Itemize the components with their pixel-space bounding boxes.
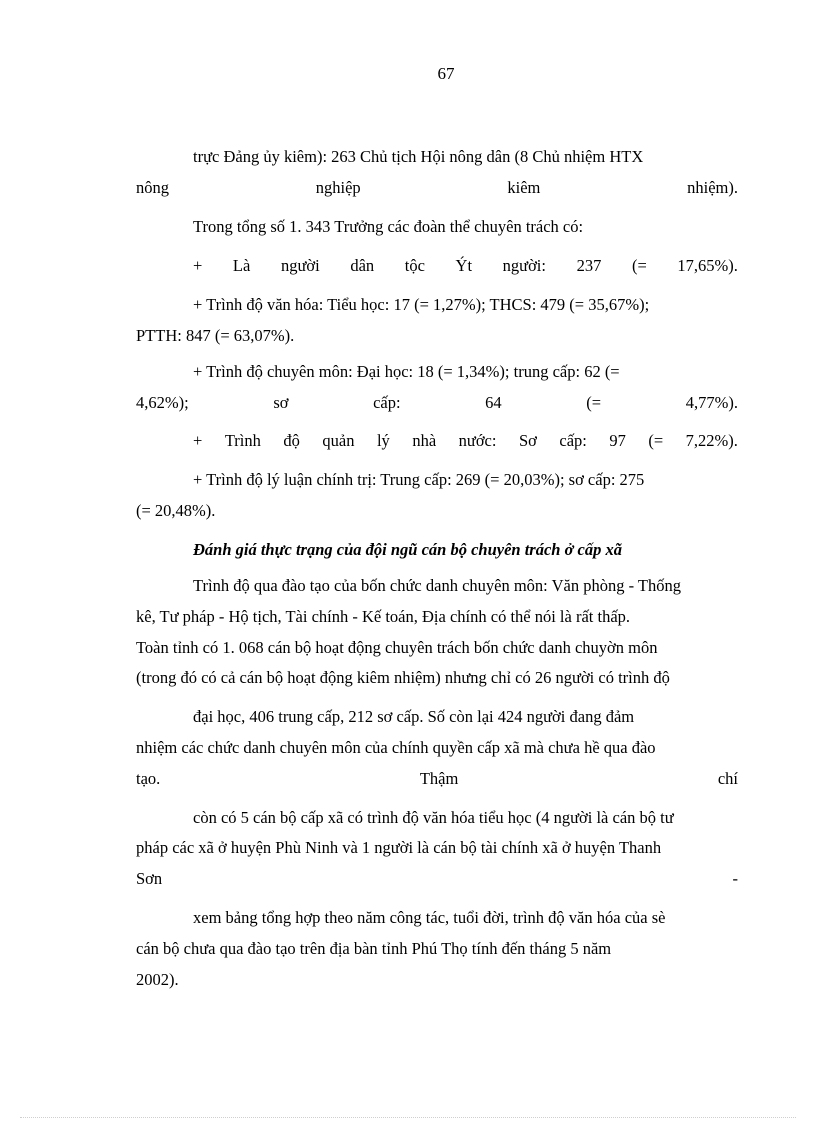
text-segment: (= [586, 393, 602, 412]
text-segment: 17,65%). [677, 256, 738, 275]
text-segment: + [193, 431, 203, 450]
text-line-12 [193, 540, 738, 560]
text-line-17 [193, 707, 738, 727]
text-segment: còn có 5 cán bộ cấp xã có trình độ văn hóa tiểu học (4 người là cán bộ tư [193, 808, 674, 827]
text-line-8 [136, 393, 738, 413]
text-segment: Sơ [518, 431, 537, 450]
text-line-21 [136, 838, 738, 858]
text-line-14 [136, 607, 738, 627]
page-number: 67 [437, 64, 455, 83]
text-segment: + Trình độ chuyên môn: Đại học: 18 (= 1,34%); trung cấp: 62 (= [193, 362, 620, 381]
text-segment: Là [232, 256, 251, 275]
text-line-18 [136, 738, 738, 758]
text-segment: PTTH: 847 (= 63,07%). [136, 326, 295, 345]
text-segment: tộc [404, 256, 425, 275]
text-line-7 [193, 362, 738, 382]
text-segment: trực Đảng ủy kiêm): 263 Chủ tịch Hội nông dân (8 Chủ nhiệm HTX [193, 147, 644, 166]
text-segment: sơ [273, 393, 289, 412]
text-line-25 [136, 970, 738, 990]
text-line-19 [136, 769, 738, 789]
text-segment: xem bảng tổng hợp theo năm công tác, tuổi đời, trình độ văn hóa của sè [193, 908, 666, 927]
text-line-9 [193, 431, 738, 451]
text-segment: quản [322, 431, 355, 450]
text-segment: cấp: [559, 431, 587, 450]
text-segment: Ýt [455, 256, 473, 275]
text-line-16 [136, 668, 738, 688]
text-segment: nước: [458, 431, 497, 450]
text-line-1 [193, 147, 738, 167]
text-segment: chí [717, 769, 738, 788]
text-segment: - [732, 869, 738, 888]
text-segment: nhà [412, 431, 437, 450]
text-segment: Đánh giá thực trạng của đội ngũ cán bộ chuyên trách ở cấp xã [193, 540, 622, 559]
text-line-3 [193, 217, 738, 237]
text-line-24 [136, 939, 738, 959]
text-line-23 [193, 908, 738, 928]
text-segment: 7,22%). [685, 431, 738, 450]
text-segment: kiêm [507, 178, 541, 197]
text-segment: Toàn tỉnh có 1. 068 cán bộ hoạt động chuyên trách bốn chức danh chuyờn môn [136, 638, 658, 657]
text-segment: 97 [609, 431, 626, 450]
text-segment: (= [648, 431, 664, 450]
text-segment: Trong tổng số 1. 343 Trưởng các đoàn thể chuyên trách có: [193, 217, 584, 236]
text-line-15 [136, 638, 738, 658]
text-segment: kê, Tư pháp - Hộ tịch, Tài chính - Kế toán, Địa chính có thể nói là rất thấp. [136, 607, 631, 626]
text-line-5 [193, 295, 738, 315]
text-segment: đại học, 406 trung cấp, 212 sơ cấp. Số còn lại 424 người đang đảm [193, 707, 635, 726]
text-segment: (= [631, 256, 647, 275]
text-segment: nông [136, 178, 169, 197]
text-segment: dân [350, 256, 375, 275]
text-line-20 [193, 808, 738, 828]
text-segment: người [280, 256, 320, 275]
text-line-11 [136, 501, 738, 521]
footer-divider [20, 1117, 796, 1118]
text-segment: (trong đó có cả cán bộ hoạt động kiêm nhiệm) nhưng chỉ có 26 người có trình độ [136, 668, 670, 687]
text-segment: lý [376, 431, 390, 450]
text-segment: Thậm [419, 769, 459, 788]
text-segment: Trình [224, 431, 261, 450]
text-segment: độ [283, 431, 300, 450]
text-segment: 64 [485, 393, 502, 412]
text-segment: cán bộ chưa qua đào tạo trên địa bàn tỉnh Phú Thọ tính đến tháng 5 năm [136, 939, 612, 958]
text-segment: 2002). [136, 970, 179, 989]
text-segment: cấp: [373, 393, 401, 412]
text-segment: 237 [576, 256, 602, 275]
text-segment: nghiệp [315, 178, 361, 197]
text-line-4 [193, 256, 738, 276]
text-segment: Trình độ qua đào tạo của bốn chức danh chuyên môn: Văn phòng - Thống [193, 576, 681, 595]
text-segment: 4,62%); [136, 393, 189, 412]
text-line-2 [136, 178, 738, 198]
text-segment: (= 20,48%). [136, 501, 216, 520]
text-segment: Sơn [136, 869, 163, 888]
text-line-13 [193, 576, 738, 596]
text-segment: nhiệm các chức danh chuyên môn của chính quyền cấp xã mà chưa hề qua đào [136, 738, 656, 757]
text-segment: 4,77%). [685, 393, 738, 412]
text-line-6 [136, 326, 738, 346]
text-segment: + Trình độ văn hóa: Tiểu học: 17 (= 1,27%); THCS: 479 (= 35,67%); [193, 295, 650, 314]
text-line-22 [136, 869, 738, 889]
text-segment: tạo. [136, 769, 161, 788]
text-segment: pháp các xã ở huyện Phù Ninh và 1 người là cán bộ tài chính xã ở huyện Thanh [136, 838, 662, 857]
text-line-10 [193, 470, 738, 490]
text-segment: nhiệm). [687, 178, 738, 197]
text-segment: + [193, 256, 203, 275]
text-segment: người: [502, 256, 546, 275]
text-segment: + Trình độ lý luận chính trị: Trung cấp: 269 (= 20,03%); sơ cấp: 275 [193, 470, 645, 489]
